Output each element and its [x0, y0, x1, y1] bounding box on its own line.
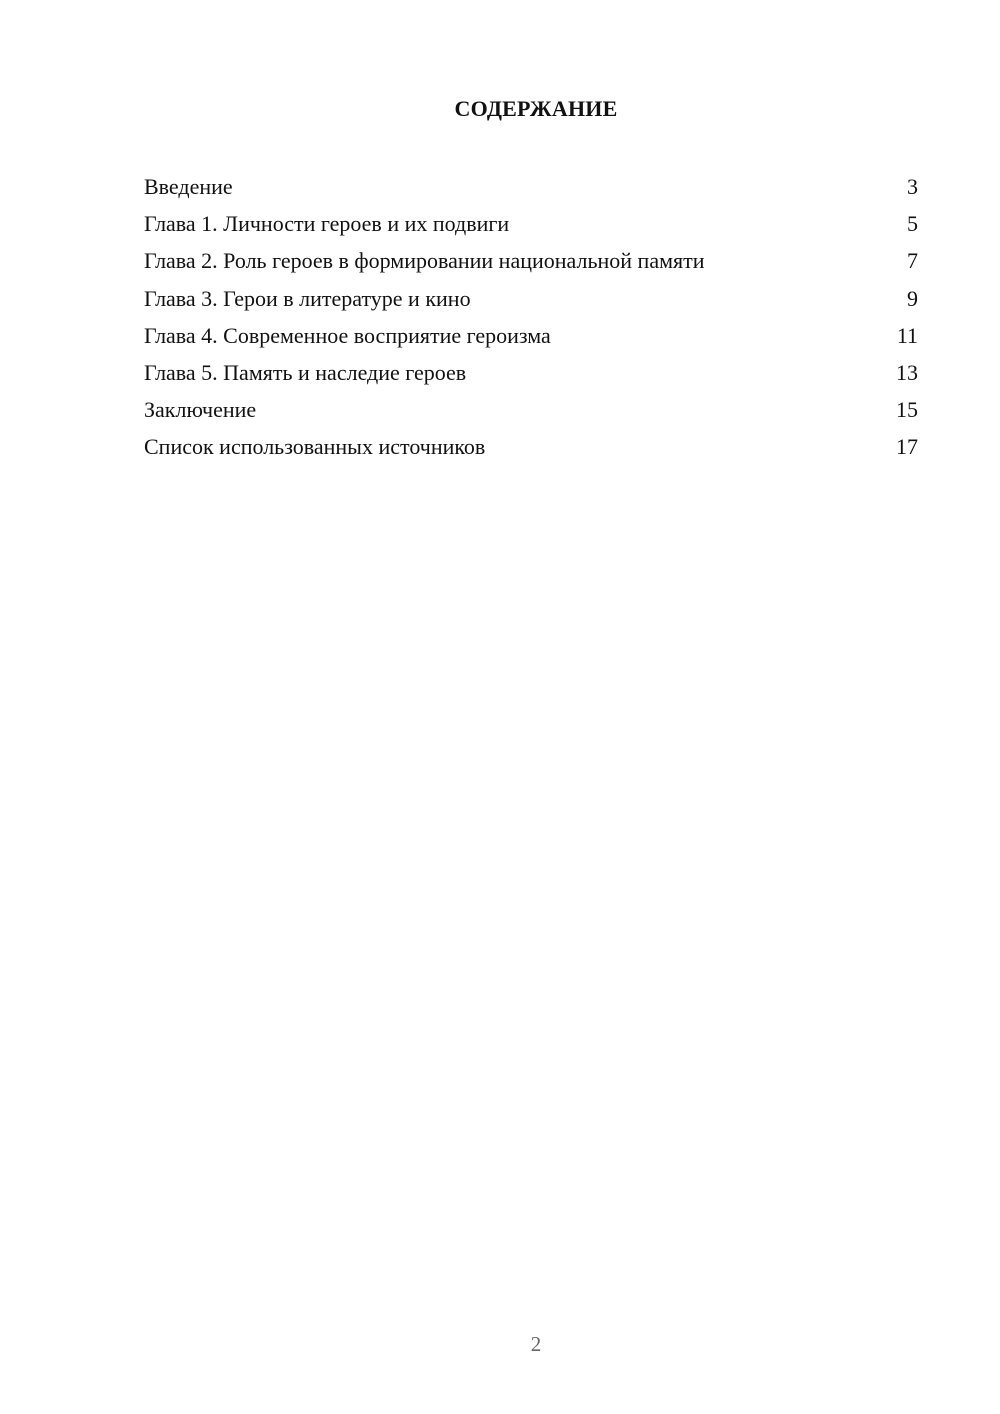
toc-item [144, 168, 918, 205]
toc-item-label: Заключение [144, 397, 257, 423]
toc-item-label: Глава 3. Герои в литературе и кино [144, 285, 471, 311]
toc-item [144, 280, 918, 317]
toc-item-page: 9 [907, 285, 918, 311]
toc-item-page: 13 [896, 359, 918, 385]
toc-item [144, 205, 918, 242]
table-of-contents [144, 168, 918, 466]
toc-item [144, 391, 918, 428]
toc-item-label: Глава 4. Современное восприятие героизма [144, 322, 551, 348]
toc-item-page: 17 [896, 434, 918, 460]
toc-item [144, 242, 918, 279]
toc-item-label: Список использованных источников [144, 434, 486, 460]
toc-item-page: 3 [907, 174, 918, 199]
page-number: 2 [530, 1332, 542, 1356]
toc-item-page: 7 [907, 248, 918, 274]
toc-title: СОДЕРЖАНИЕ [454, 96, 618, 121]
toc-item-label: Введение [144, 174, 233, 199]
toc-item-page: 15 [896, 397, 918, 423]
toc-item-page: 11 [896, 322, 918, 348]
toc-item [144, 317, 918, 354]
toc-item-page: 5 [907, 211, 918, 237]
toc-item [144, 428, 918, 465]
toc-item-label: Глава 1. Личности героев и их подвиги [144, 211, 510, 237]
toc-item-label: Глава 2. Роль героев в формировании национальной памяти [144, 248, 705, 274]
toc-item-label: Глава 5. Память и наследие героев [144, 359, 467, 385]
toc-item [144, 354, 918, 391]
